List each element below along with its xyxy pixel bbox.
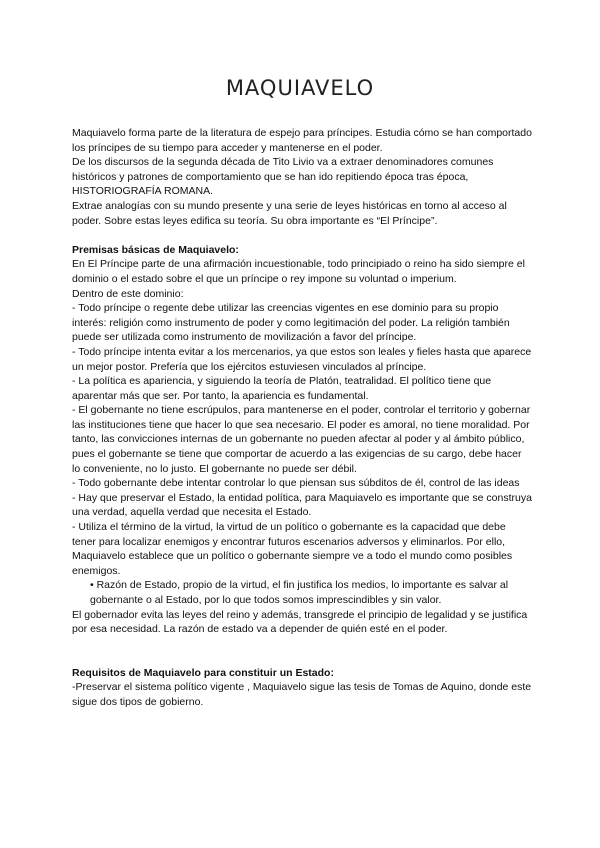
section1-paragraph: - El gobernante no tiene escrúpulos, para mantenerse en el poder, controlar el territorio y gobernar las instituciones tiene que hacer lo que sea necesario. El poder es amoral, no tiene moralidad. Por tanto, las convicciones internas de un gobernante no pueden afectar al poder y al ámbito público, pues el gobernante se tiene que comportar de acuerdo a las exigencias de su cargo, debe hacer lo conveniente, no lo justo. El gobernante no puede ser débil.	[72, 404, 531, 475]
intro-paragraph: Maquiavelo forma parte de la literatura de espejo para príncipes. Estudia cómo se han comportado los príncipes de su tiempo para acceder y mantenerse en el poder.	[72, 127, 532, 154]
section1-paragraph: - Utiliza el término de la virtud, la virtud de un político o gobernante es la capacidad que debe tener para localizar enemigos y encontrar futuros escenarios adversos y eliminarlos. Por ello, Maquiavelo establece que un político o gobernante siempre ve a todo el mundo como posibles enemigos.	[72, 521, 513, 577]
section1-paragraph: - Hay que preservar el Estado, la entidad política, para Maquiavelo es importante que se construya una verdad, aquella verdad que necesita el Estado.	[72, 491, 532, 519]
section1-paragraph: - Todo príncipe o regente debe utilizar las creencias vigentes en ese dominio para su propio interés: religión como instrumento de poder y como legitimación del poder. La religión también puede ser utilizada como instrumento de movilización a favor del príncipe.	[72, 302, 510, 344]
page-title: MAQUIAVELO	[225, 76, 375, 100]
intro-paragraph: De los discursos de la segunda década de Tito Livio va a extraer denominadores comunes históricos y patrones de comportamiento que se han ido repitiendo época tras época, HISTORIOGRAFÍA ROMANA.	[72, 156, 494, 198]
section2-paragraph: -Preservar el sistema político vigente , Maquiavelo sigue las tesis de Tomas de Aquino, donde este sigue dos tipos de gobierno.	[72, 681, 532, 708]
section1-closing: El gobernador evita las leyes del reino y además, transgrede el principio de legalidad y se justifica por esa necesidad. La razón de estado va a depender de quién esté en el poder.	[72, 608, 528, 636]
section1-paragraph: - La política es apariencia, y siguiendo la teoría de Platón, teatralidad. El político tiene que aparentar más que ser. Por tanto, la apariencia es fundamental.	[72, 375, 492, 402]
section1-paragraph: Dentro de este dominio:	[72, 287, 184, 300]
section-heading-requisitos: Requisitos de Maquiavelo para constituir un Estado:	[72, 666, 334, 679]
section1-paragraph: - Todo príncipe intenta evitar a los mercenarios, ya que estos son leales y fieles hasta que aparece un mejor postor. Prefería que los ejércitos estuviesen vinculados al príncipe.	[72, 345, 532, 373]
section1-paragraph: - Todo gobernante debe intentar controlar lo que piensan sus súbditos de él, control de las ideas	[72, 477, 520, 490]
section1-paragraph: En El Príncipe parte de una afirmación incuestionable, todo principiado o reino ha sido siempre el dominio o el estado sobre el que un príncipe o rey impone su voluntad o imperium.	[72, 258, 525, 285]
section-heading-premisas: Premisas básicas de Maquiavelo:	[72, 243, 239, 256]
document-body	[72, 126, 532, 710]
intro-paragraph: Extrae analogías con su mundo presente y una serie de leyes históricas en torno al acceso al poder. Sobre estas leyes edifica su teoría. Su obra importante es “El Príncipe”.	[72, 199, 507, 227]
bullet-item-razon-de-estado: • Razón de Estado, propio de la virtud, el fin justifica los medios, lo importante es salvar al gobernante o al Estado, por lo que todos somos imprescindibles y sin valor.	[90, 579, 509, 606]
